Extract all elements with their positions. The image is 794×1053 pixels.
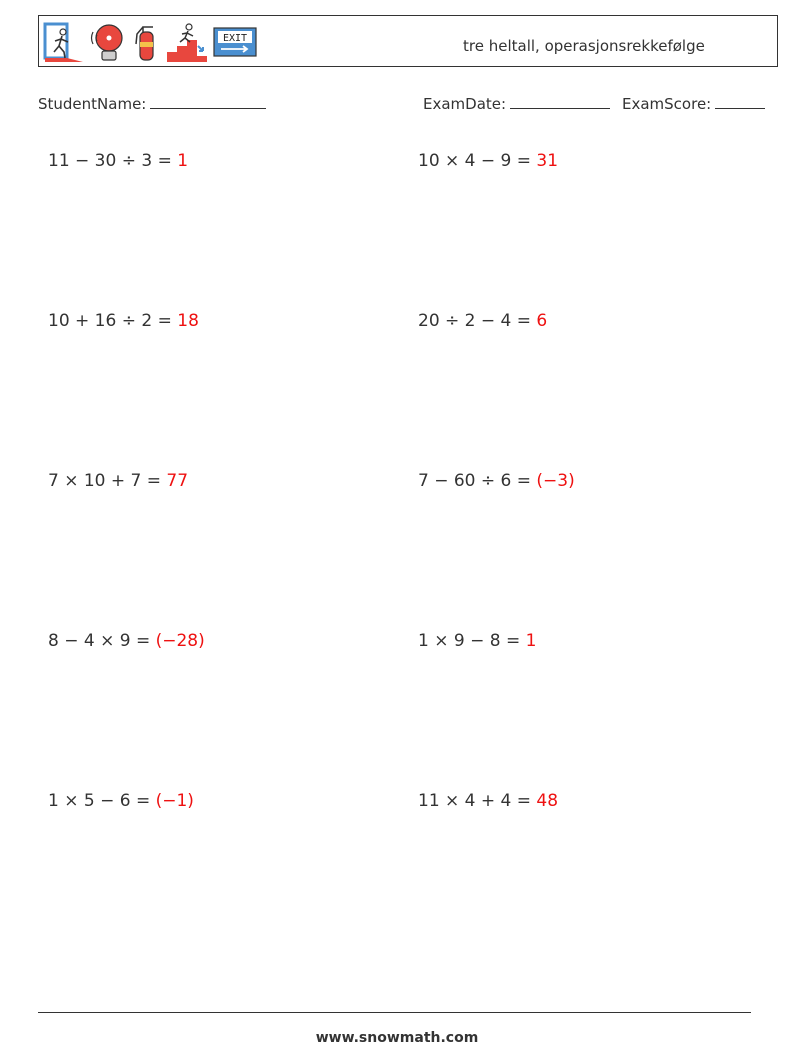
exam-date-label: ExamDate: [423, 95, 507, 113]
problem-expression: 7 × 10 + 7 = [48, 471, 167, 491]
problem-1 [48, 151, 188, 171]
exam-date-field [423, 94, 610, 113]
problem-answer: 1 [177, 151, 189, 171]
problem-5 [48, 471, 188, 491]
exam-score-label: ExamScore: [622, 95, 712, 113]
problem-3 [48, 311, 199, 331]
exam-score-blank [715, 94, 765, 109]
student-name-blank [150, 94, 266, 109]
problem-7 [48, 631, 205, 651]
problem-answer: (−1) [155, 791, 194, 811]
problem-expression: 1 × 9 − 8 = [418, 631, 526, 651]
problem-4 [418, 311, 547, 331]
problem-answer: 18 [177, 311, 199, 331]
problem-answer: 31 [536, 151, 559, 171]
stairs-escape-icon [165, 22, 209, 62]
problem-expression: 8 − 4 × 9 = [48, 631, 156, 651]
student-name-label: StudentName: [38, 95, 147, 113]
problem-answer: 1 [525, 631, 537, 651]
problem-9 [48, 791, 194, 811]
header-icons [43, 19, 257, 65]
header-box [38, 15, 778, 67]
problem-expression: 11 × 4 + 4 = [418, 791, 537, 811]
fire-extinguisher-icon [131, 22, 161, 62]
problem-expression: 10 × 4 − 9 = [418, 151, 537, 171]
problem-expression: 1 × 5 − 6 = [48, 791, 156, 811]
problem-8 [418, 631, 536, 651]
problem-10 [418, 791, 558, 811]
student-name-field [38, 94, 266, 113]
worksheet-title: tre heltall, operasjonsrekkefølge [463, 37, 705, 55]
problem-expression: 11 − 30 ÷ 3 = [48, 151, 178, 171]
problem-answer: (−3) [536, 471, 575, 491]
emergency-exit-icon [43, 22, 85, 62]
exit-sign-icon [213, 27, 257, 57]
problem-answer: 48 [536, 791, 559, 811]
exam-date-blank [510, 94, 610, 109]
problem-answer: (−28) [155, 631, 205, 651]
problem-answer: 77 [166, 471, 189, 491]
footer-divider [38, 1012, 751, 1013]
problem-expression: 20 ÷ 2 − 4 = [418, 311, 537, 331]
problem-expression: 7 − 60 ÷ 6 = [418, 471, 537, 491]
exit-sign-text: EXIT [222, 33, 248, 44]
footer-website: www.snowmath.com [315, 1030, 479, 1046]
problem-2 [418, 151, 558, 171]
problem-expression: 10 + 16 ÷ 2 = [48, 311, 178, 331]
exam-score-field [622, 94, 765, 113]
problem-6 [418, 471, 575, 491]
alarm-bell-icon [89, 22, 127, 62]
problem-answer: 6 [536, 311, 548, 331]
